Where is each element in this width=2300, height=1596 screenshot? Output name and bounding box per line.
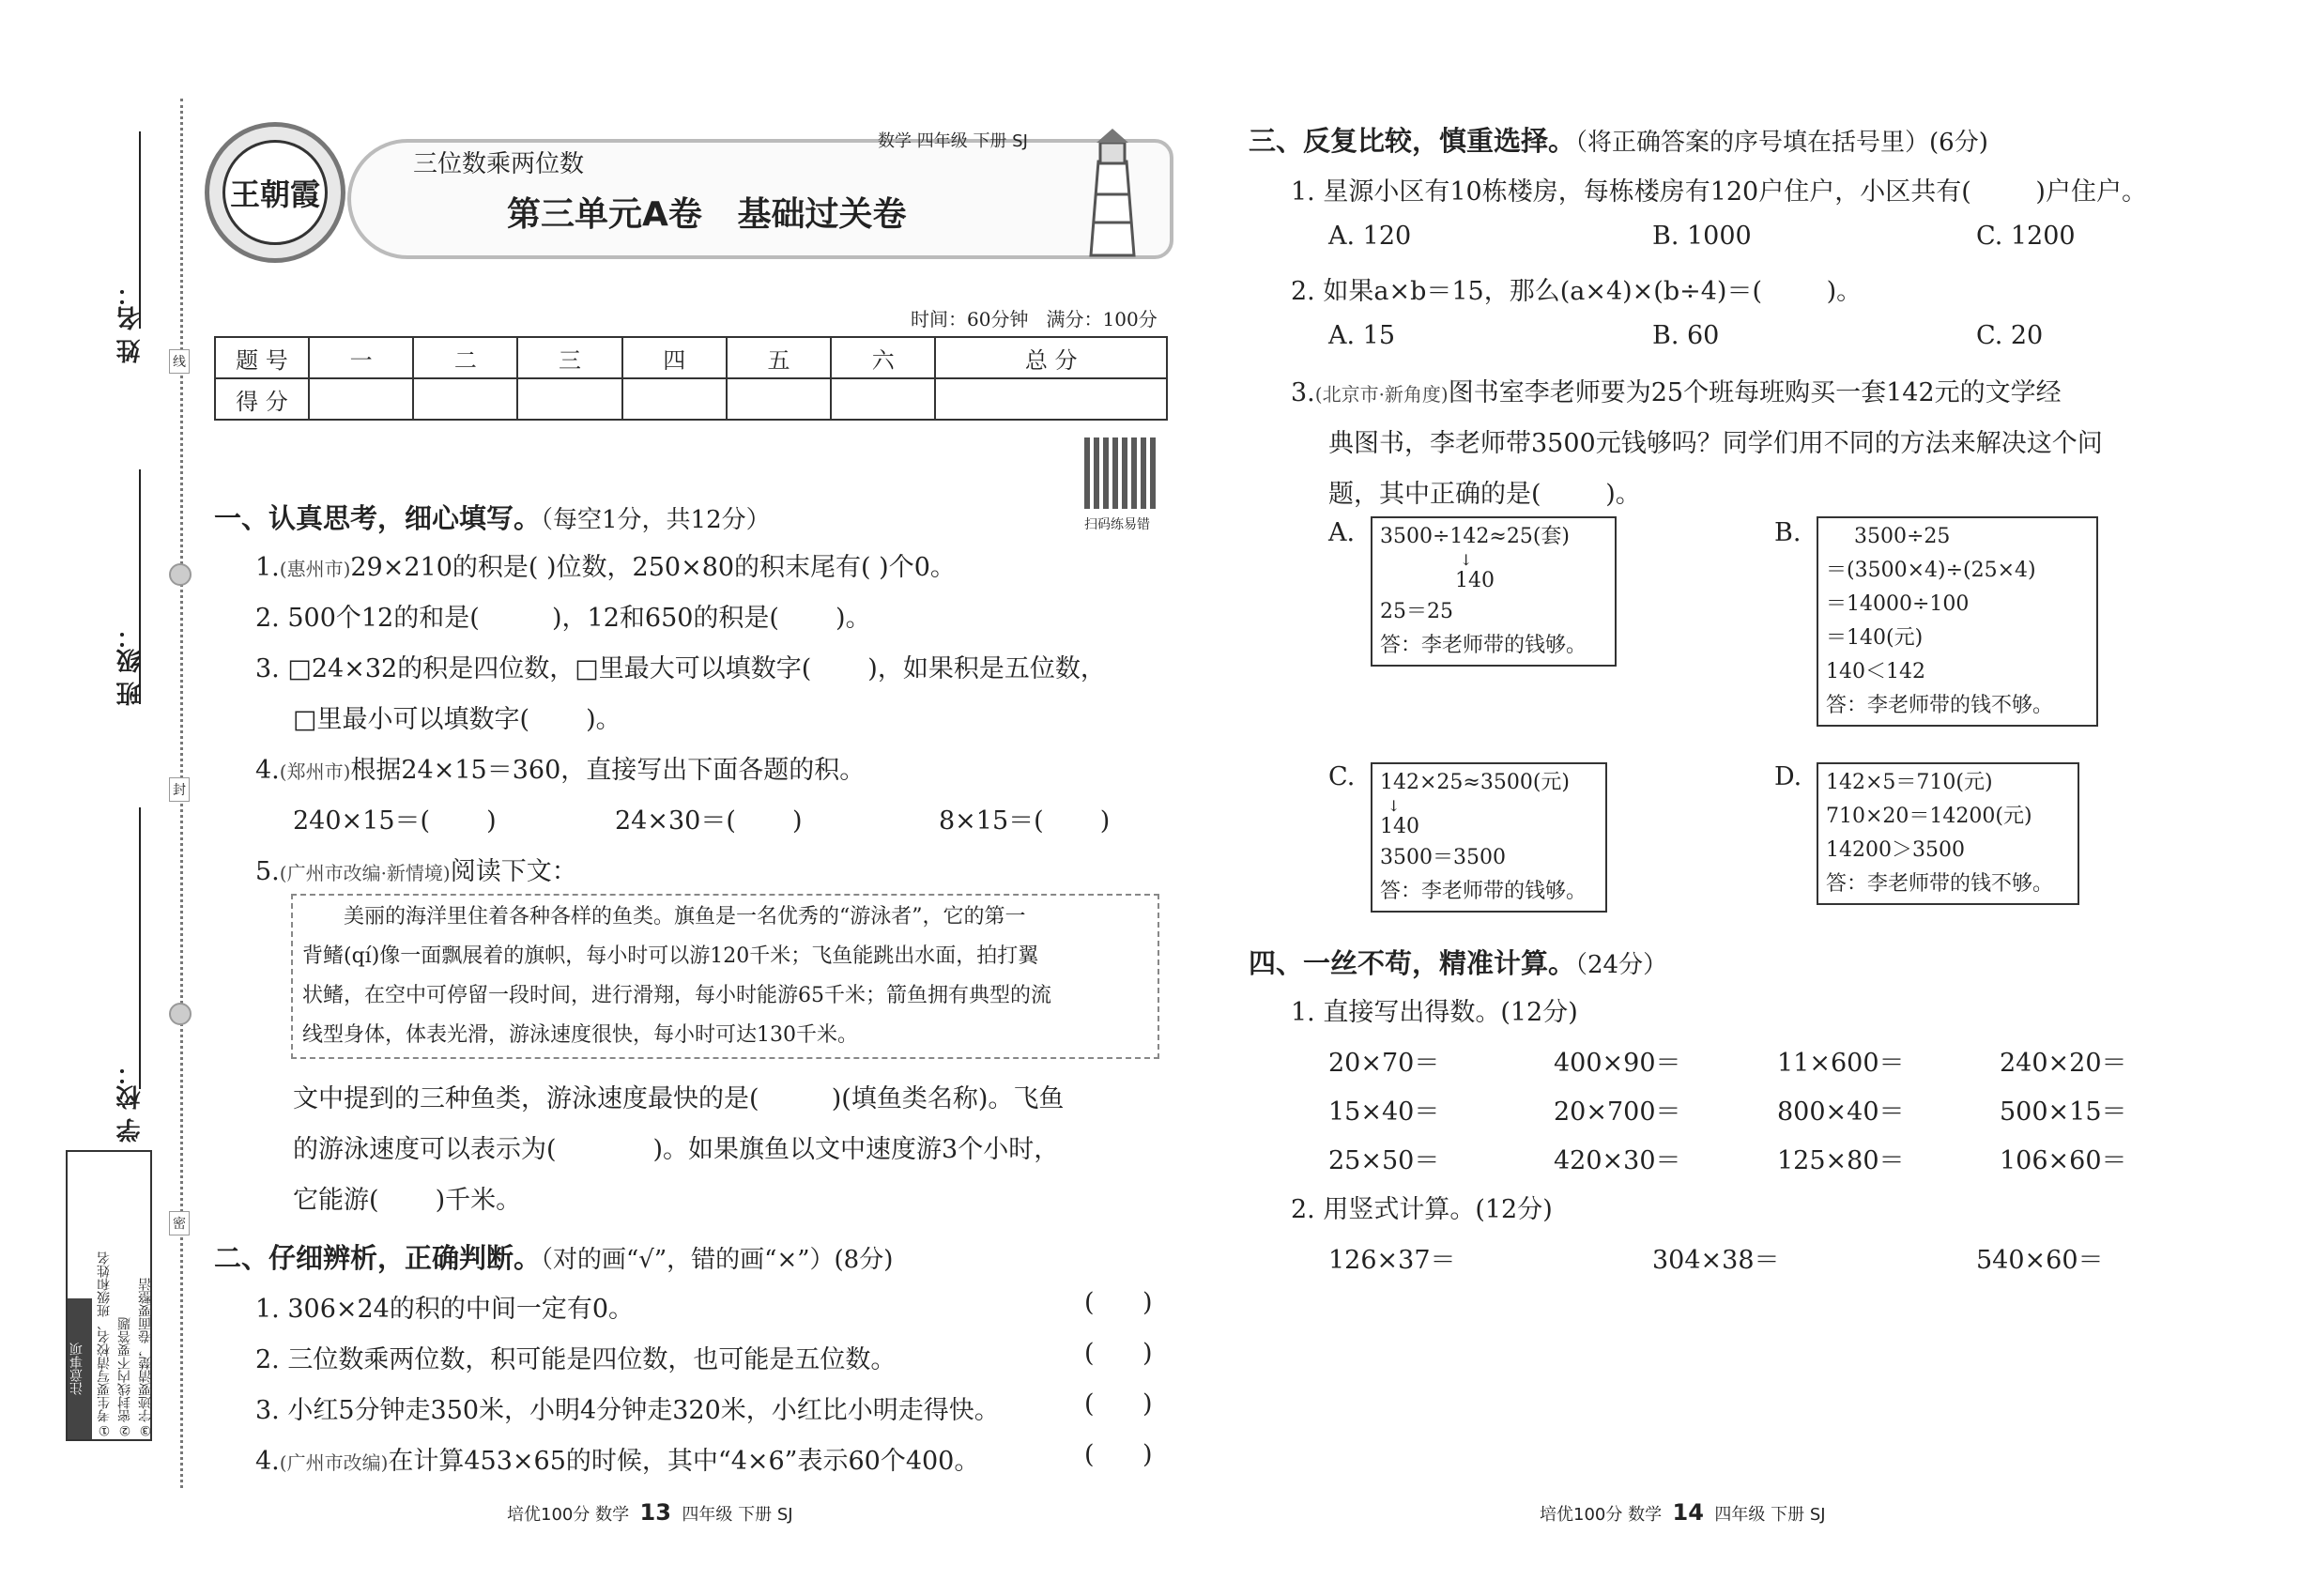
score-header-cell: 二 (413, 337, 517, 378)
grade-tags: 数学 四年级 下册 SJ (878, 131, 1028, 151)
school-line (139, 807, 141, 1089)
footer-left (507, 1499, 793, 1526)
text-span: 3. (1291, 378, 1315, 407)
option-a-box (1371, 516, 1617, 667)
school-label: 学 校： (116, 1061, 145, 1143)
brand-logo (205, 122, 345, 263)
text-span: 图书室李老师要为25个班每班购买一套142元的文学经 (1448, 378, 2062, 407)
question: 它能游( )千米。 (293, 1186, 522, 1215)
notice-item: ①考生要写清校名、班级和姓名 (97, 1251, 112, 1437)
text-span: 根据24×15＝360，直接写出下面各题的积。 (350, 756, 866, 785)
text-span: 29×210的积是( )位数，250×80的积末尾有( )个0。 (350, 553, 956, 582)
calc-item: 500×15＝ (2000, 1097, 2127, 1127)
text-span: ＝(3500×4)÷(25×4) (1826, 559, 2036, 582)
text-span: 美丽的海洋里住着各种各样的鱼类。旗鱼是一名优秀的“游泳者”，它的第一 (302, 905, 1026, 928)
sub-question: 8×15＝( ) (939, 806, 1111, 836)
score-header-cell: 一 (309, 337, 413, 378)
choice-question: 典图书，李老师带3500元钱够吗？同学们用不同的方法来解决这个问 (1328, 429, 2103, 458)
seal-mark: 线 (169, 349, 190, 374)
text-span: 140 (1380, 815, 1419, 838)
calc-item: 25×50＝ (1328, 1146, 1440, 1175)
text-span: 142×25≈3500(元) (1380, 771, 1571, 794)
text-span: ↓ (1460, 551, 1473, 569)
text-span: 答：李老师带的钱不够。 (1826, 872, 2054, 896)
score-input-cell[interactable] (831, 378, 935, 420)
score-input-cell[interactable] (622, 378, 727, 420)
notice-box (66, 1150, 152, 1441)
score-input-cell[interactable] (413, 378, 517, 420)
text-span: 1. (255, 553, 280, 582)
text-span: 三、反复比较，慎重选择。 (1249, 125, 1576, 157)
text-span: 13 (639, 1499, 671, 1526)
notice-item: ③字迹要清楚，卷面要整洁 (138, 1278, 153, 1437)
choice-question: 2. 如果a×b＝15，那么(a×4)×(b÷4)＝( )。 (1291, 277, 1863, 306)
text-span: 3500÷142≈25(套) (1380, 525, 1571, 548)
text-span: 状鳍，在空中可停留一段时间，进行滑翔，每小时能游65千米；箭鱼拥有典型的流 (302, 984, 1051, 1007)
text-span: 四、一丝不苟，精准计算。 (1249, 947, 1576, 979)
calc-item: 11×600＝ (1777, 1049, 1905, 1078)
name-label: 姓 名： (116, 282, 145, 364)
question: 2. 500个12的和是( )，12和650的积是( )。 (255, 604, 871, 633)
option: B. 60 (1652, 321, 1720, 350)
section-2-title (214, 1237, 893, 1276)
answer-paren[interactable]: ( ) (1084, 1339, 1153, 1368)
option-label: C. (1328, 762, 1356, 791)
text-span: （每空1分，共12分） (541, 506, 771, 534)
text-span: 线型身体，体表光滑，游泳速度很快，每小时可达130千米。 (302, 1023, 858, 1047)
vertical-calc-item: 304×38＝ (1652, 1246, 1780, 1275)
text-span: 5. (255, 857, 280, 886)
text-span: 阅读下文： (450, 857, 577, 886)
text-span: (惠州市) (279, 558, 351, 580)
qr-code-icon[interactable] (1084, 437, 1156, 509)
choice-question: 1. 星源小区有10栋楼房，每栋楼房有120户住户，小区共有( )户住户。 (1291, 177, 2147, 207)
score-header-cell: 三 (517, 337, 621, 378)
score-header-cell: 题 号 (215, 337, 309, 378)
qr-label: 扫码练易错 (1084, 517, 1150, 532)
option-label: B. (1774, 518, 1802, 547)
text-span: 3500÷25 (1854, 525, 1951, 548)
seal-mark: 封 (169, 777, 190, 802)
text-span: 在计算453×65的时候，其中“4×6”表示60个400。 (388, 1447, 980, 1476)
answer-paren[interactable]: ( ) (1084, 1389, 1153, 1419)
time-score-info: 时间：60分钟 满分：100分 (911, 308, 1158, 330)
option-b-box (1817, 516, 2098, 727)
question: □里最小可以填数字( )。 (293, 705, 621, 734)
calc-item: 20×70＝ (1328, 1049, 1440, 1078)
text-span: 25＝25 (1380, 600, 1453, 623)
option-d-box (1817, 762, 2079, 905)
score-table (214, 336, 1168, 421)
score-input-cell[interactable] (935, 378, 1167, 420)
text-span: 答：李老师带的钱不够。 (1826, 694, 2054, 717)
text-span: 答：李老师带的钱够。 (1380, 880, 1587, 903)
text-span: 4. (255, 756, 280, 785)
text-span: ＝140(元) (1826, 626, 1924, 650)
text-span: 14200＞3500 (1826, 838, 1965, 862)
score-input-cell[interactable] (727, 378, 831, 420)
question (255, 546, 956, 583)
score-input-cell[interactable] (309, 378, 413, 420)
unit-subtitle: 三位数乘两位数 (413, 150, 585, 178)
calc-item: 20×700＝ (1554, 1097, 1681, 1127)
text-span: 142×5＝710(元) (1826, 771, 1993, 794)
text-span: 背鳍(qí)像一面飘展着的旗帜，每小时可以游120千米；飞鱼能跳出水面，拍打翼 (302, 944, 1039, 968)
text-span: 答：李老师带的钱够。 (1380, 634, 1587, 657)
score-header-cell: 五 (727, 337, 831, 378)
option-label: D. (1774, 762, 1802, 791)
text-span: 140＜142 (1826, 660, 1925, 683)
calc-item: 106×60＝ (2000, 1146, 2127, 1175)
text-span: 四年级 下册 SJ (1714, 1505, 1826, 1525)
answer-paren[interactable]: ( ) (1084, 1440, 1153, 1469)
text-span: 140 (1455, 569, 1495, 592)
calc-item: 400×90＝ (1554, 1049, 1681, 1078)
notice-title: 注意事项 (68, 1298, 92, 1439)
judge-question: 3. 小红5分钟走350米，小明4分钟走320米，小红比小明走得快。 (255, 1396, 1000, 1425)
text-span: 4. (255, 1447, 280, 1476)
text-span: 3500＝3500 (1380, 846, 1506, 869)
text-span: (北京市·新角度) (1314, 383, 1449, 406)
footer-right (1540, 1499, 1826, 1526)
text-span: ↓ (1388, 797, 1401, 815)
option-c-box (1371, 762, 1607, 913)
option-label: A. (1328, 518, 1356, 547)
section-3-title (1249, 120, 1988, 159)
score-header-cell: 总 分 (935, 337, 1167, 378)
seal-mark: 密 (169, 1211, 190, 1235)
option: C. 20 (1976, 321, 2044, 350)
text-span: (广州市改编·新情境) (279, 862, 451, 884)
reading-passage (291, 894, 1159, 1059)
choice-question (1291, 372, 2062, 408)
score-input-cell[interactable] (517, 378, 621, 420)
sub-question: 24×30＝( ) (615, 806, 803, 836)
text-span: (广州市改编) (279, 1451, 389, 1474)
question (255, 749, 865, 786)
text-span: 710×20＝14200(元) (1826, 805, 2032, 828)
sub-question: 240×15＝( ) (293, 806, 497, 836)
question: 3. □24×32的积是四位数，□里最大可以填数字( )，如果积是五位数， (255, 654, 1106, 683)
text-span: ＝14000÷100 (1826, 592, 1970, 616)
calc-item: 240×20＝ (2000, 1049, 2127, 1078)
text-span: 二、仔细辨析，正确判断。 (214, 1242, 542, 1274)
question: 的游泳速度可以表示为( )。如果旗鱼以文中速度游3个小时， (293, 1135, 1060, 1164)
vertical-calc-item: 540×60＝ (1976, 1246, 2104, 1275)
judge-question: 2. 三位数乘两位数，积可能是四位数，也可能是五位数。 (255, 1345, 897, 1374)
text-span: 14 (1672, 1499, 1704, 1526)
text-span: （24分） (1575, 951, 1668, 979)
option: C. 1200 (1976, 222, 2076, 251)
score-header-cell: 六 (831, 337, 935, 378)
option: A. 120 (1328, 222, 1412, 251)
text-span: 一、认真思考，细心填写。 (214, 502, 542, 534)
option: B. 1000 (1652, 222, 1752, 251)
text-span: 培优100分 数学 (507, 1505, 630, 1525)
binding-hole (169, 1003, 192, 1025)
section-1-title (214, 498, 771, 536)
answer-paren[interactable]: ( ) (1084, 1288, 1153, 1317)
calc-item: 125×80＝ (1777, 1146, 1905, 1175)
judge-question: 1. 306×24的积的中间一定有0。 (255, 1295, 635, 1324)
sub-section-title: 1. 直接写出得数。(12分) (1291, 998, 1578, 1027)
text-span: 培优100分 数学 (1540, 1505, 1663, 1525)
section-4-title (1249, 943, 1667, 981)
vertical-calc-item: 126×37＝ (1328, 1246, 1456, 1275)
calc-item: 420×30＝ (1554, 1146, 1681, 1175)
class-label: 班 级： (116, 624, 145, 707)
calc-item: 800×40＝ (1777, 1097, 1905, 1127)
question: 文中提到的三种鱼类，游泳速度最快的是( )(填鱼类名称)。飞鱼 (293, 1084, 1065, 1113)
score-row-label: 得 分 (215, 378, 309, 420)
judge-question (255, 1440, 979, 1477)
text-span: 四年级 下册 SJ (682, 1505, 793, 1525)
binding-hole (169, 563, 192, 586)
choice-question: 题，其中正确的是( )。 (1328, 480, 1641, 509)
notice-item: ②密封线内不要答题 (117, 1317, 132, 1437)
lighthouse-icon (1070, 124, 1155, 263)
page-title: 第三单元A卷 基础过关卷 (507, 195, 907, 234)
calc-item: 15×40＝ (1328, 1097, 1440, 1127)
text-span: （对的画“√”，错的画“×”）(8分) (541, 1246, 894, 1274)
question (255, 851, 577, 887)
sub-section-title: 2. 用竖式计算。(12分) (1291, 1195, 1553, 1224)
text-span: (郑州市) (279, 760, 351, 783)
score-header-cell: 四 (622, 337, 727, 378)
text-span: （将正确答案的序号填在括号里）(6分) (1575, 129, 1988, 157)
logo-text: 王朝霞 (222, 140, 328, 245)
option: A. 15 (1328, 321, 1396, 350)
